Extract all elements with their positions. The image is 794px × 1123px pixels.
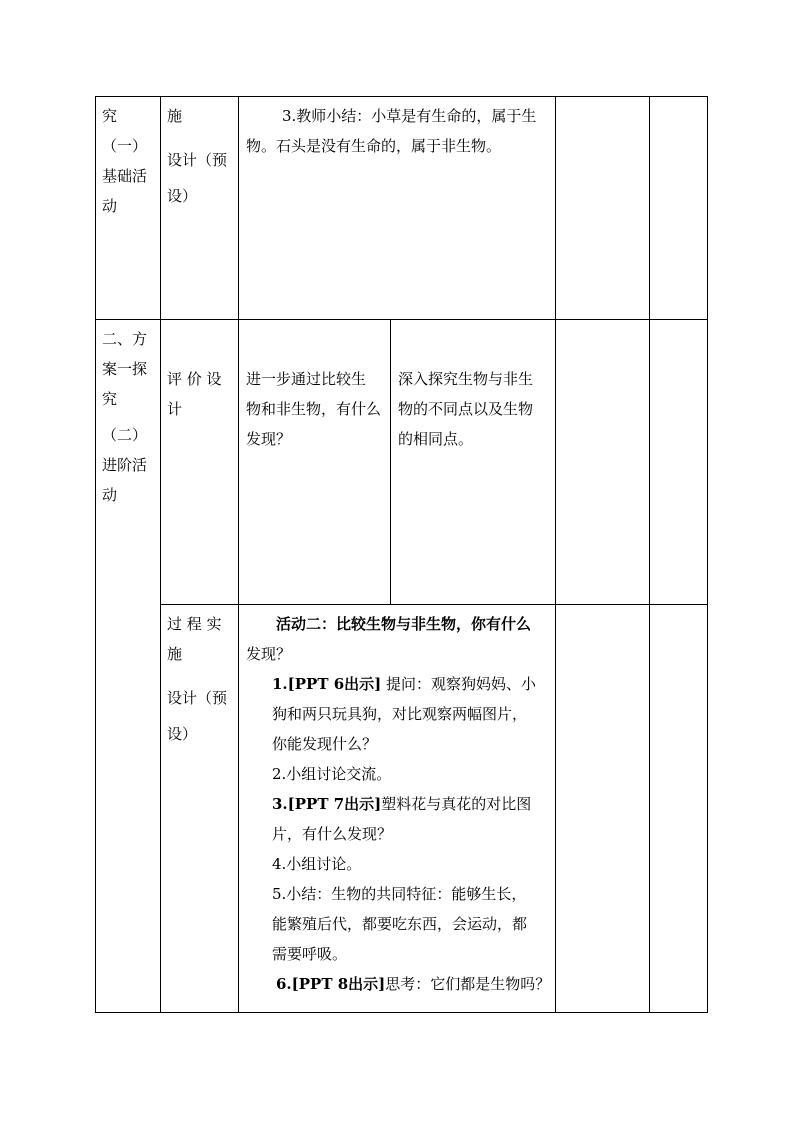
content-line: 3.教师小结：小草是有生命的，属于生 [282,107,537,125]
empty-cell [650,320,708,605]
step-text: 思考：它们都是生物吗？ [385,975,551,993]
content-line: 物的不同点以及生物 [398,400,534,418]
type-line: 计 [167,400,183,418]
row-process [96,605,708,1013]
stage-cell-basic [96,97,161,320]
stage-line: 动 [102,197,118,215]
stage-line: 动 [102,486,118,504]
empty-cell [556,97,650,320]
row-basic-activity [96,97,708,320]
step-head: 6.[PPT 8出示] [276,975,386,993]
lesson-plan-table [95,96,708,1013]
step-2 [246,759,549,789]
type-line: 评 价 设 [167,370,222,388]
empty-cell [650,605,708,1013]
stage-line: 究 [102,390,118,408]
type-cell-evaluation [161,320,239,605]
process-content-cell [239,605,556,1013]
content-line: 深入探究生物与非生 [398,370,534,388]
stage-line: 究 [102,107,118,125]
content-line: 发现？ [246,430,292,448]
step-text: 片，有什么发现？ [272,825,393,843]
step-text: 能繁殖后代，都要吃东西，会运动，都 [272,915,528,933]
type-line: 设） [167,725,198,743]
step-text: 塑料花与真花的对比图 [381,795,532,813]
type-line: 设计（预 [167,689,228,707]
stage-cell-advanced [96,320,161,1013]
content-line: 物和非生物，有什么 [246,400,382,418]
step-text: 狗和两只玩具狗，对比观察两幅图片， [272,705,528,723]
content-line: 的相同点。 [398,430,474,448]
stage-line: 二、方 [102,330,148,348]
step-1 [246,669,549,759]
type-line: 设计（预 [167,151,228,169]
step-text: 需要呼吸。 [272,945,348,963]
content-line: 进一步通过比较生 [246,370,367,388]
type-cell-process [161,605,239,1013]
evaluation-question-cell [239,320,391,605]
step-6 [246,969,549,999]
step-head: 1.[PPT 6出示] [272,675,382,693]
stage-line: 进阶活 [102,456,148,474]
empty-cell [556,605,650,1013]
stage-line: 案一探 [102,360,148,378]
type-line: 施 [167,107,183,125]
step-4 [246,849,549,879]
step-3 [246,789,549,849]
type-line: 过 程 实 [167,615,222,633]
stage-line: （一） [102,137,148,155]
activity-title: 活动二：比较生物与非生物，你有什么 [276,615,532,633]
activity-title-cont: 发现？ [246,645,292,663]
content-line: 物。石头是没有生命的，属于非生物。 [246,137,502,155]
empty-cell [650,97,708,320]
step-text: 你能发现什么？ [272,735,378,753]
step-text: 4.小组讨论。 [272,855,362,873]
evaluation-goal-cell [391,320,556,605]
step-5 [246,879,549,969]
stage-line: （二） [102,426,148,444]
step-text: 提问：观察狗妈妈、小 [386,675,537,693]
step-text: 5.小结：生物的共同特征：能够生长， [272,885,527,903]
step-text: 2.小组讨论交流。 [272,765,392,783]
type-line: 设） [167,187,198,205]
empty-cell [556,320,650,605]
row-evaluation [96,320,708,605]
step-head: 3.[PPT 7出示] [272,795,382,813]
type-cell-implementation [161,97,239,320]
stage-line: 基础活 [102,167,148,185]
content-cell-summary [239,97,556,320]
type-line: 施 [167,645,183,663]
